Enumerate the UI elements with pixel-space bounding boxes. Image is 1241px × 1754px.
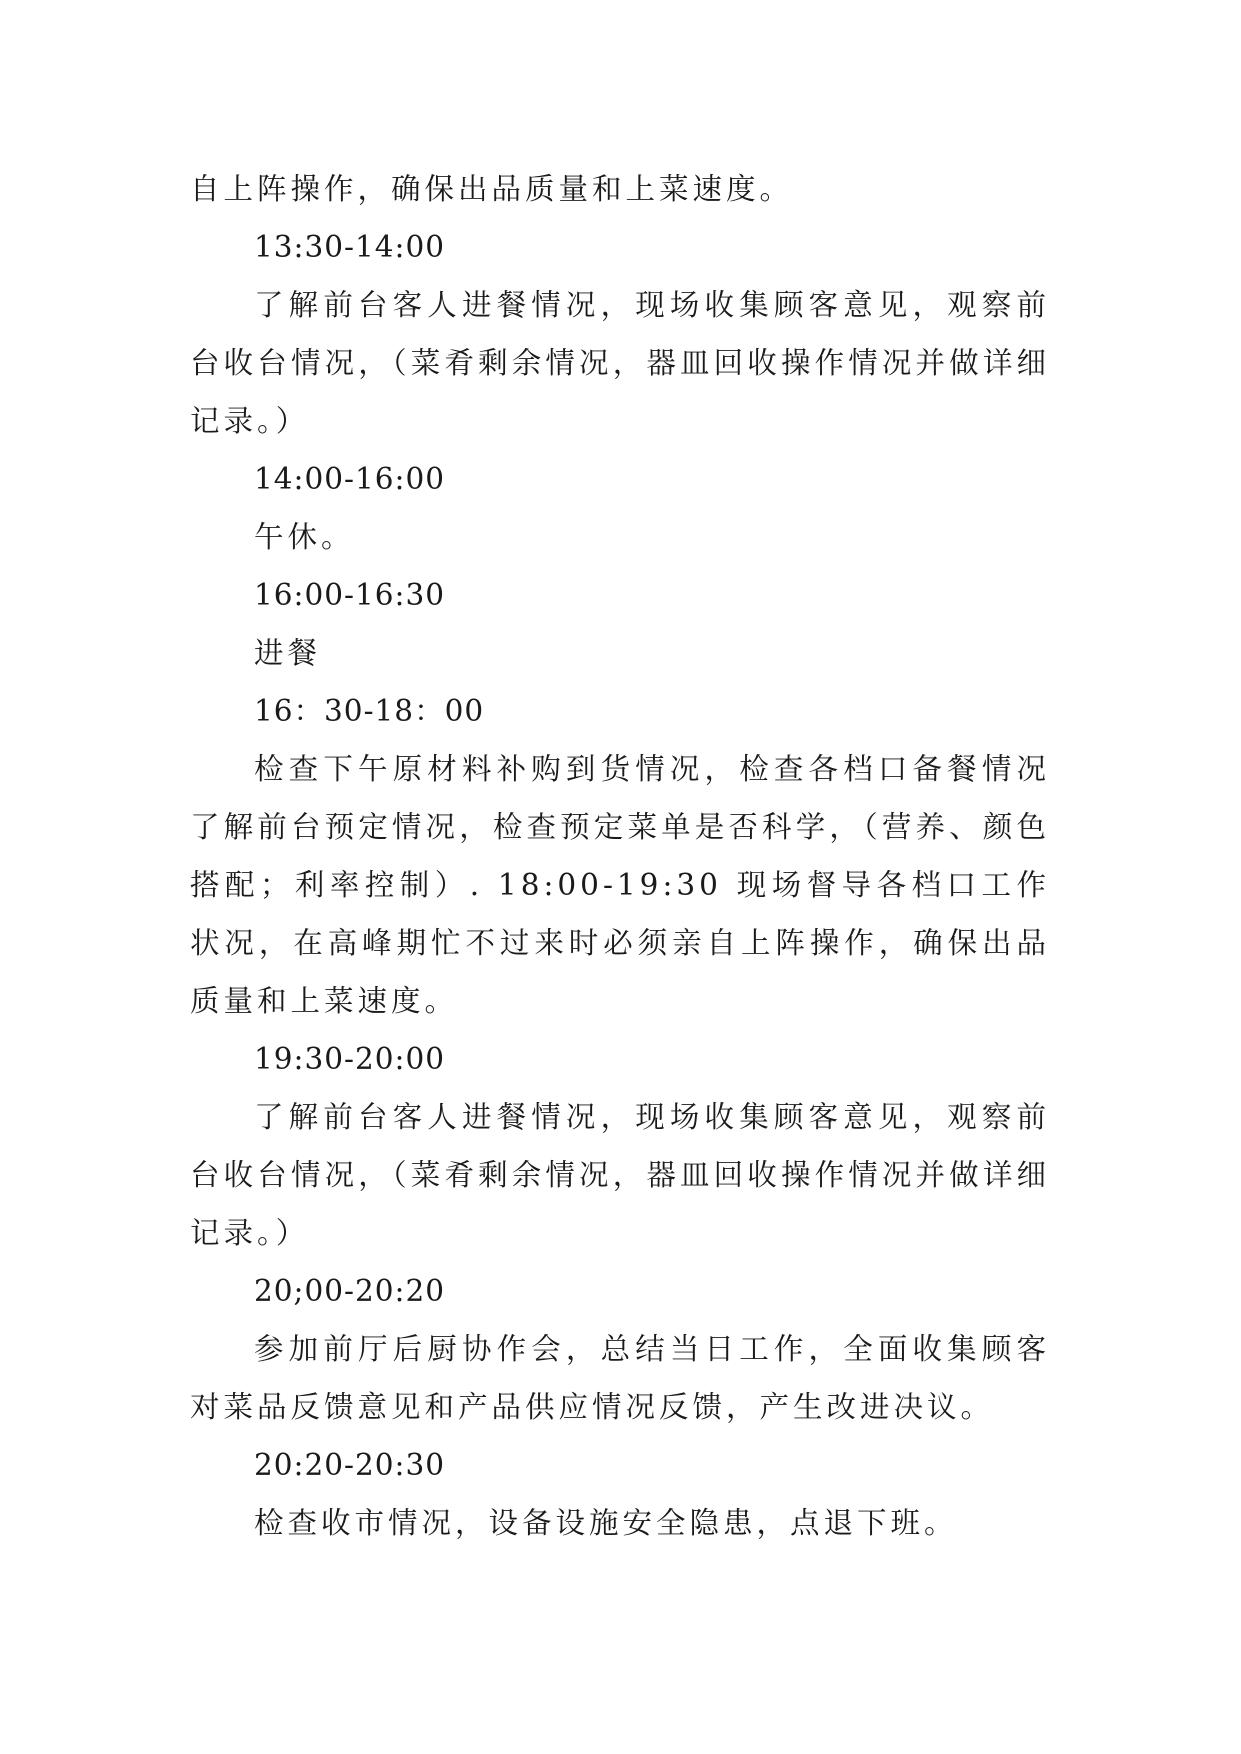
- document-body: [190, 160, 1050, 1552]
- paragraph-lunch-break: 午休。: [254, 520, 355, 554]
- paragraph-coordination-meeting: 参加前厅后厨协作会，总结当日工作，全面收集顾客对菜品反馈意见和产品供应情况反馈，产生改进决议。: [190, 1332, 1050, 1424]
- time-slot-1400-1600: 14:00-16:00: [254, 462, 445, 496]
- time-slot-2000-2020: 20;00-20:20: [254, 1274, 445, 1308]
- time-slot-1630-1800: 16：30-18：00: [254, 694, 485, 728]
- time-slot-1600-1630: 16:00-16:30: [254, 578, 445, 612]
- paragraph-continuation: 自上阵操作，确保出品质量和上菜速度。: [190, 172, 794, 206]
- paragraph-front-desk-check: 了解前台客人进餐情况，现场收集顾客意见，观察前台收台情况，（菜肴剩余情况，器皿回收操作情况并做详细记录。）: [190, 288, 1050, 438]
- paragraph-afternoon-inspection: 检查下午原材料补购到货情况，检查各档口备餐情况了解前台预定情况，检查预定菜单是否科学，（营养、颜色搭配；利率控制）. 18:00-19:30 现场督导各档口工作状况，在高峰期忙不过来时必须亲自上阵操作，确保出品质量和上菜速度。: [190, 752, 1050, 1018]
- paragraph-closing-check: 检查收市情况，设备设施安全隐患，点退下班。: [254, 1506, 958, 1540]
- time-slot-1930-2000: 19:30-20:00: [254, 1042, 445, 1076]
- paragraph-evening-front-desk-check: 了解前台客人进餐情况，现场收集顾客意见，观察前台收台情况，（菜肴剩余情况，器皿回收操作情况并做详细记录。）: [190, 1100, 1050, 1250]
- time-slot-1330-1400: 13:30-14:00: [254, 230, 445, 264]
- time-slot-2020-2030: 20:20-20:30: [254, 1448, 445, 1482]
- paragraph-meal: 进餐: [254, 636, 322, 670]
